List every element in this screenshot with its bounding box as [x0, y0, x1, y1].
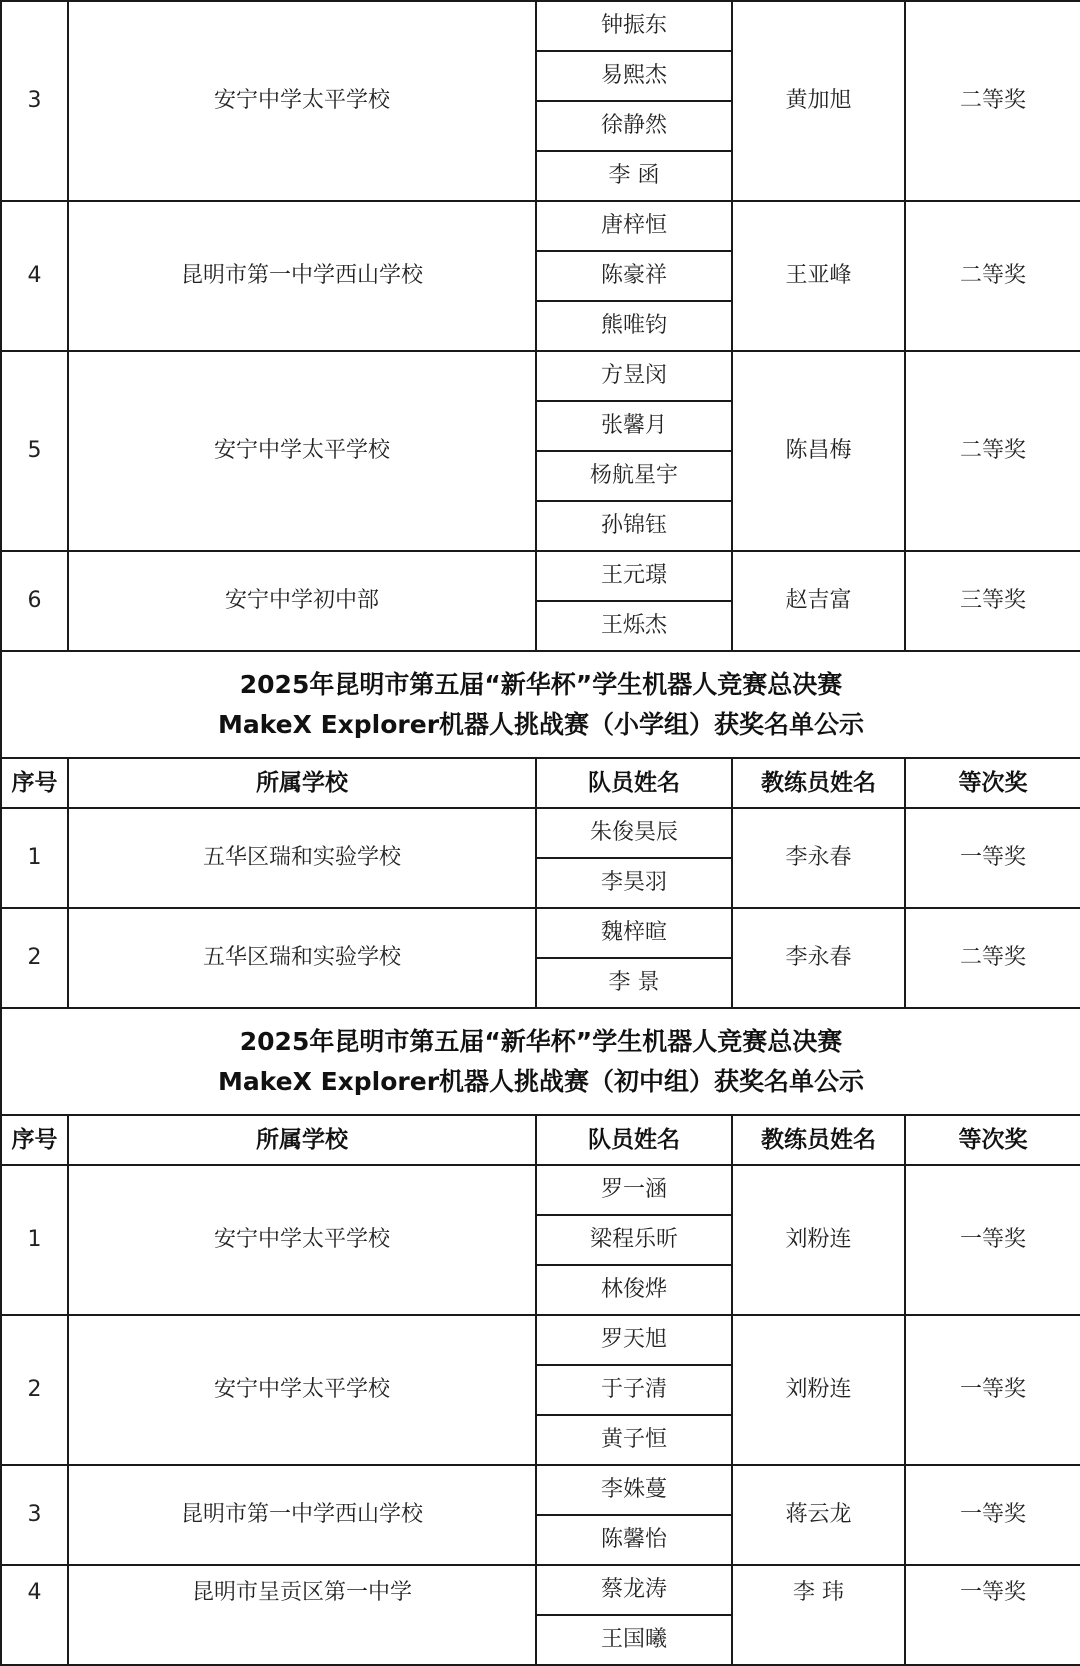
member-cell: 李昊羽: [536, 858, 732, 908]
header-row: [1, 1115, 1080, 1165]
member-cell: 王元璟: [536, 551, 732, 601]
section-title-row: [1, 651, 1080, 758]
section-title-line2: MakeX Explorer机器人挑战赛（小学组）获奖名单公示: [217, 709, 865, 739]
table-row: [1, 808, 1080, 858]
section-title-line2: MakeX Explorer机器人挑战赛（初中组）获奖名单公示: [217, 1066, 865, 1096]
coach-cell: 李永春: [732, 908, 905, 1008]
seq-cell: 1: [1, 808, 68, 908]
award-cell: 一等奖: [905, 1565, 1080, 1665]
award-cell: 二等奖: [905, 908, 1080, 1008]
table-row: [1, 1315, 1080, 1365]
member-cell: 王烁杰: [536, 601, 732, 651]
coach-cell: 王亚峰: [732, 201, 905, 351]
award-cell: 一等奖: [905, 1315, 1080, 1465]
coach-cell: 陈昌梅: [732, 351, 905, 551]
header-school: 所属学校: [68, 1115, 536, 1165]
award-cell: 二等奖: [905, 351, 1080, 551]
seq-cell: 2: [1, 908, 68, 1008]
header-school: 所属学校: [68, 758, 536, 808]
header-coach: 教练员姓名: [732, 1115, 905, 1165]
member-cell: 朱俊昊辰: [536, 808, 732, 858]
school-cell: 安宁中学初中部: [68, 551, 536, 651]
member-cell: 罗一涵: [536, 1165, 732, 1215]
section-title-row: [1, 1008, 1080, 1115]
member-cell: 孙锦钰: [536, 501, 732, 551]
member-cell: 罗天旭: [536, 1315, 732, 1365]
table-row: [1, 551, 1080, 601]
seq-cell: 3: [1, 1465, 68, 1565]
coach-cell: 李永春: [732, 808, 905, 908]
header-members: 队员姓名: [536, 758, 732, 808]
coach-cell: 刘粉连: [732, 1165, 905, 1315]
header-award: 等次奖: [905, 1115, 1080, 1165]
member-cell: 唐梓恒: [536, 201, 732, 251]
award-cell: 一等奖: [905, 1465, 1080, 1565]
school-cell: 昆明市呈贡区第一中学: [68, 1565, 536, 1665]
coach-cell: 赵吉富: [732, 551, 905, 651]
table-row: [1, 1, 1080, 51]
member-cell: 黄子恒: [536, 1415, 732, 1465]
member-cell: 李 景: [536, 958, 732, 1008]
award-cell: 一等奖: [905, 808, 1080, 908]
member-cell: 林俊烨: [536, 1265, 732, 1315]
school-cell: 安宁中学太平学校: [68, 351, 536, 551]
member-cell: 徐静然: [536, 101, 732, 151]
header-members: 队员姓名: [536, 1115, 732, 1165]
school-cell: 五华区瑞和实验学校: [68, 908, 536, 1008]
table-row: [1, 201, 1080, 251]
school-cell: 安宁中学太平学校: [68, 1165, 536, 1315]
member-cell: 王国曦: [536, 1615, 732, 1665]
member-cell: 易熙杰: [536, 51, 732, 101]
header-row: [1, 758, 1080, 808]
school-cell: 昆明市第一中学西山学校: [68, 1465, 536, 1565]
coach-cell: 李 玮: [732, 1565, 905, 1665]
coach-cell: 刘粉连: [732, 1315, 905, 1465]
header-seq: 序号: [1, 758, 68, 808]
award-cell: 一等奖: [905, 1165, 1080, 1315]
member-cell: 钟振东: [536, 1, 732, 51]
seq-cell: 3: [1, 1, 68, 201]
seq-cell: 5: [1, 351, 68, 551]
school-cell: 安宁中学太平学校: [68, 1, 536, 201]
member-cell: 魏梓暄: [536, 908, 732, 958]
coach-cell: 黄加旭: [732, 1, 905, 201]
member-cell: 张馨月: [536, 401, 732, 451]
school-cell: 昆明市第一中学西山学校: [68, 201, 536, 351]
table-row: [1, 1565, 1080, 1615]
member-cell: 方昱闵: [536, 351, 732, 401]
table-row: [1, 1165, 1080, 1215]
header-seq: 序号: [1, 1115, 68, 1165]
award-cell: 二等奖: [905, 201, 1080, 351]
seq-cell: 4: [1, 201, 68, 351]
seq-cell: 2: [1, 1315, 68, 1465]
section-title: [1, 651, 1080, 758]
table-row: [1, 351, 1080, 401]
header-coach: 教练员姓名: [732, 758, 905, 808]
section-title-line1: 2025年昆明市第五届“新华杯”学生机器人竞赛总决赛: [239, 669, 843, 699]
table-row: [1, 1465, 1080, 1515]
seq-cell: 4: [1, 1565, 68, 1665]
member-cell: 蔡龙涛: [536, 1565, 732, 1615]
section-title-line1: 2025年昆明市第五届“新华杯”学生机器人竞赛总决赛: [239, 1026, 843, 1056]
member-cell: 杨航星宇: [536, 451, 732, 501]
member-cell: 李 函: [536, 151, 732, 201]
member-cell: 李姝蔓: [536, 1465, 732, 1515]
member-cell: 陈豪祥: [536, 251, 732, 301]
school-cell: 安宁中学太平学校: [68, 1315, 536, 1465]
coach-cell: 蒋云龙: [732, 1465, 905, 1565]
member-cell: 陈馨怡: [536, 1515, 732, 1565]
table-row: [1, 908, 1080, 958]
seq-cell: 6: [1, 551, 68, 651]
seq-cell: 1: [1, 1165, 68, 1315]
award-cell: 三等奖: [905, 551, 1080, 651]
section-title: [1, 1008, 1080, 1115]
header-award: 等次奖: [905, 758, 1080, 808]
member-cell: 梁程乐昕: [536, 1215, 732, 1265]
member-cell: 熊唯钧: [536, 301, 732, 351]
award-cell: 二等奖: [905, 1, 1080, 201]
school-cell: 五华区瑞和实验学校: [68, 808, 536, 908]
member-cell: 于子清: [536, 1365, 732, 1415]
